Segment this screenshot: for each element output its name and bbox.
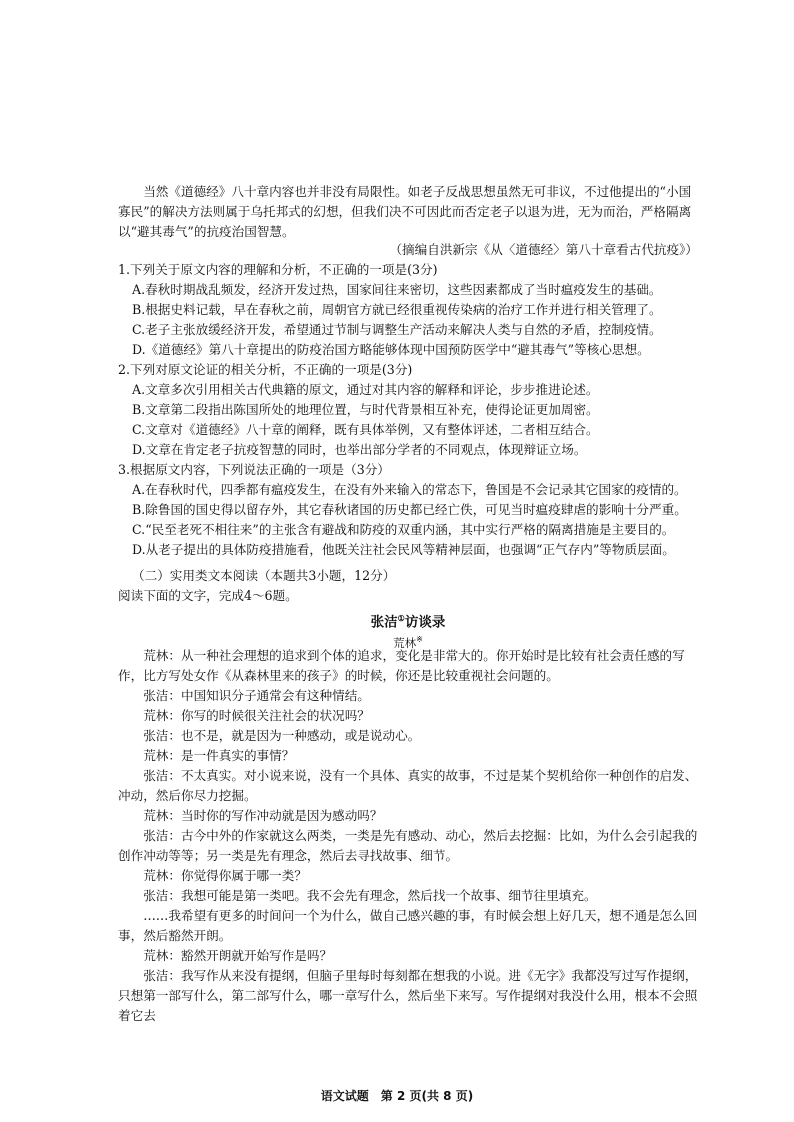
question-stem: 1.下列关于原文内容的理解和分析，不正确的一项是(3分) [118,262,438,277]
author-name: 荒林 [393,635,417,650]
question-1 [118,260,698,360]
dialogue-line: ……我希望有更多的时间问一个为什么，做自己感兴趣的事，有时候会想上好几天，想不通是怎么回事，然后豁然开朗。 [118,908,698,943]
option-a: A.春秋时期战乱频发，经济开发过热，国家间往来密切，这些因素都成了当时瘟疫发生的基础。 [132,282,662,297]
question-2 [118,360,698,460]
dialogue-line: 荒林：当时你的写作冲动就是因为感动吗？ [143,808,383,823]
dialogue-line: 荒林：豁然开朗就开始写作是吗？ [143,948,333,963]
dialogue-line: 张洁：我想可能是第一类吧。我不会先有理念，然后找一个故事、细节往里填充。 [143,888,597,903]
option-b: B.根据史料记载，早在春秋之前，周朝官方就已经很重视传染病的治疗工作并进行相关管理了。 [132,302,662,317]
passage-paragraph: 当然《道德经》八十章内容也并非没有局限性。如老子反战思想虽然无可非议，不过他提出的“小国寡民”的解决方法则属于乌托邦式的幻想，但我们决不可因此而否定老子以退为进，无为而治，严格隔离以“避其毒气”的抗疫治国智慧。 [118,184,692,239]
option-a: A.文章多次引用相关古代典籍的原文，通过对其内容的解释和评论，步步推进论述。 [132,382,599,397]
section-instruction: 阅读下面的文字，完成4～6题。 [118,588,298,603]
dialogue-line: 张洁：也不是，就是因为一种感动，或是说动心。 [143,728,421,743]
option-c: C.文章对《道德经》八十章的阐释，既有具体举例，又有整体评述，二者相互结合。 [132,422,599,437]
dialogue-line: 张洁：我写作从来没有提纲，但脑子里每时每刻都在想我的小说。进《无字》我都没写过写作提纲，只想第一部写什么，第二部写什么，哪一章写什么，然后坐下来写。写作提纲对我没什么用，根本不会照着它去 [118,968,698,1023]
title-footnote-mark: ① [397,613,405,623]
option-d: D.从老子提出的具体防疫措施看，他既关注社会民风等精神层面，也强调“正气存内”等物质层面。 [132,542,675,557]
option-c: C.老子主张放缓经济开发，希望通过节制与调整生产活动来解决人类与自然的矛盾，控制疫情。 [132,322,662,337]
author-footnote-mark: ※ [416,634,423,644]
passage-ending [118,182,698,242]
section-heading: （二）实用类文本阅读（本题共3小题，12分） [132,568,396,583]
option-c: C.“民至老死不相往来”的主张含有避战和防疫的双重内涵，其中实行严格的隔离措施是主要目的。 [132,522,675,537]
dialogue-line: 张洁：中国知识分子通常会有这种情结。 [143,688,370,703]
dialogue-line: 荒林：从一种社会理想的追求到个体的追求，变化是非常大的。你开始时是比较有社会责任感的写作，比方写处女作《从森林里来的孩子》的时候，你还是比较重视社会问题的。 [118,648,685,683]
dialogue-line: 荒林：是一件真实的事情？ [143,748,295,763]
option-b: B.文章第二段指出陈国所处的地理位置，与时代背景相互补充，使得论证更加周密。 [132,402,599,417]
option-d: D.《道德经》第八十章提出的防疫治国方略能够体现中国预防医学中“避其毒气”等核心思想。 [132,342,650,357]
interview-dialogue [118,646,698,1026]
option-a: A.在春秋时代，四季都有瘟疫发生，在没有外来输入的常态下，鲁国是不会记录其它国家的疫情的。 [132,482,687,497]
dialogue-line: 荒林：你写的时候很关注社会的状况吗？ [143,708,370,723]
title-suffix: 访谈录 [404,614,446,631]
option-b: B.除鲁国的国史得以留存外，其它春秋诸国的历史都已经亡佚，可见当时瘟疫肆虐的影响十分严重。 [132,502,687,517]
option-d: D.文章在肯定老子抗疫智慧的同时，也举出部分学者的不同观点，体现辩证立场。 [132,442,587,457]
dialogue-line: 张洁：不太真实。对小说来说，没有一个具体、真实的故事，不过是某个契机给你一种创作的启发、冲动，然后你尽力挖掘。 [118,768,698,803]
article-title [118,608,698,633]
title-name: 张洁 [370,614,398,631]
passage-source-block [118,240,698,260]
passage-source: （摘编自洪新宗《从〈道德经〉第八十章看古代抗疫》） [389,242,698,257]
page-footer: 语文试题 第 2 页(共 8 页) [320,1089,474,1103]
dialogue-line: 张洁：古今中外的作家就这么两类，一类是先有感动、动心，然后去挖掘：比如，为什么会引起我的创作冲动等等；另一类是先有理念，然后去寻找故事、细节。 [118,828,698,863]
section-two [118,566,698,649]
dialogue-line: 荒林：你觉得你属于哪一类？ [143,868,307,883]
question-stem: 2.下列对原文论证的相关分析，不正确的一项是(3分) [118,362,413,377]
question-3 [118,460,698,560]
question-stem: 3.根据原文内容，下列说法正确的一项是（3分） [118,462,390,477]
